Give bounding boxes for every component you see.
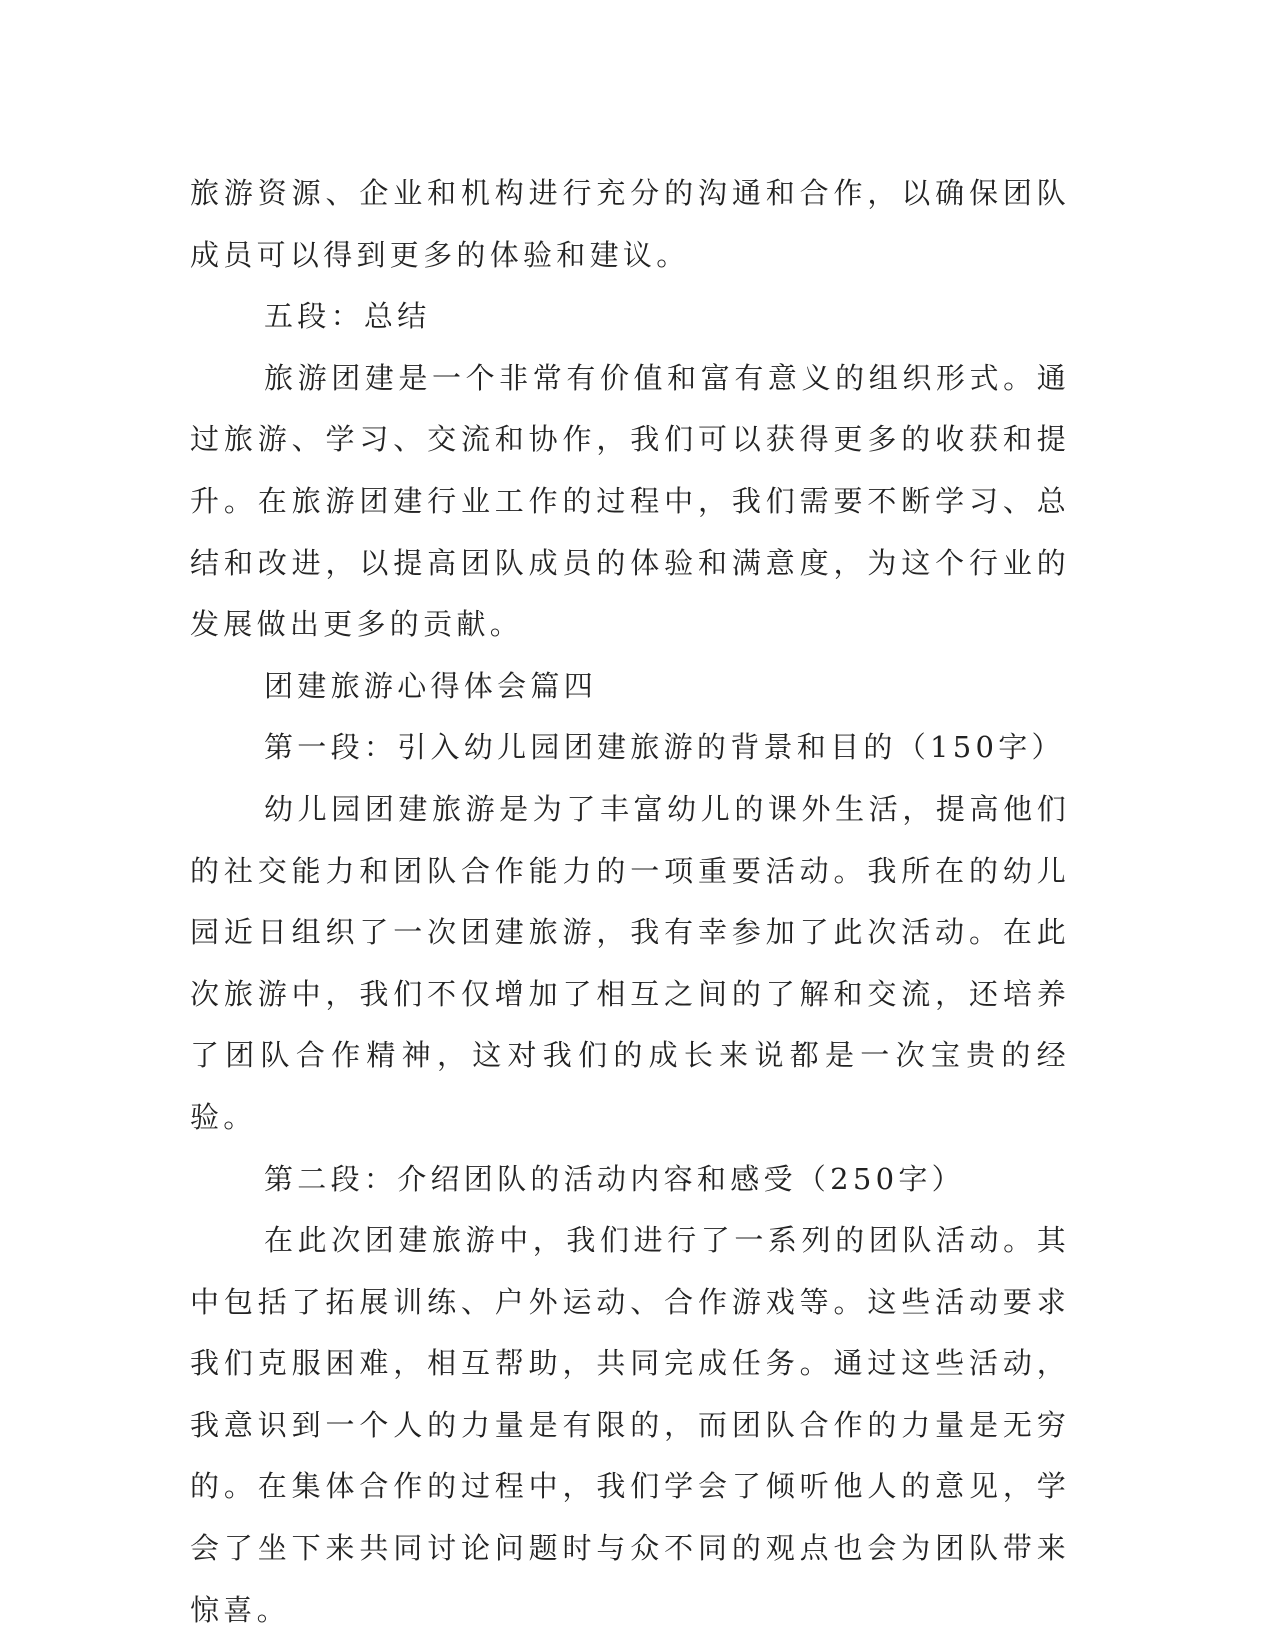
document-body xyxy=(190,163,1070,1641)
article-title: 团建旅游心得体会篇四 xyxy=(264,668,598,703)
section-heading-1: 第一段：引入幼儿园团建旅游的背景和目的（150字） xyxy=(264,730,1065,765)
paragraph-summary: 旅游团建是一个非常有价值和富有意义的组织形式。通过旅游、学习、交流和协作，我们可以获得更多的收获和提升。在旅游团建行业工作的过程中，我们需要不断学习、总结和改进，以提高团队成员的体验和满意度，为这个行业的发展做出更多的贡献。 xyxy=(190,360,1070,642)
paragraph-continuation: 旅游资源、企业和机构进行充分的沟通和合作，以确保团队成员可以得到更多的体验和建议。 xyxy=(190,176,1070,272)
section-heading-2: 第二段：介绍团队的活动内容和感受（250字） xyxy=(264,1161,965,1196)
section-heading-summary: 五段：总结 xyxy=(264,299,431,334)
paragraph-section-2: 在此次团建旅游中，我们进行了一系列的团队活动。其中包括了拓展训练、户外运动、合作游戏等。这些活动要求我们克服困难，相互帮助，共同完成任务。通过这些活动，我意识到一个人的力量是有限的，而团队合作的力量是无穷的。在集体合作的过程中，我们学会了倾听他人的意见，学会了坐下来共同讨论问题时与众不同的观点也会为团队带来惊喜。 xyxy=(190,1223,1070,1627)
paragraph-section-1: 幼儿园团建旅游是为了丰富幼儿的课外生活，提高他们的社交能力和团队合作能力的一项重要活动。我所在的幼儿园近日组织了一次团建旅游，我有幸参加了此次活动。在此次旅游中，我们不仅增加了相互之间的了解和交流，还培养了团队合作精神，这对我们的成长来说都是一次宝贵的经验。 xyxy=(190,791,1070,1134)
